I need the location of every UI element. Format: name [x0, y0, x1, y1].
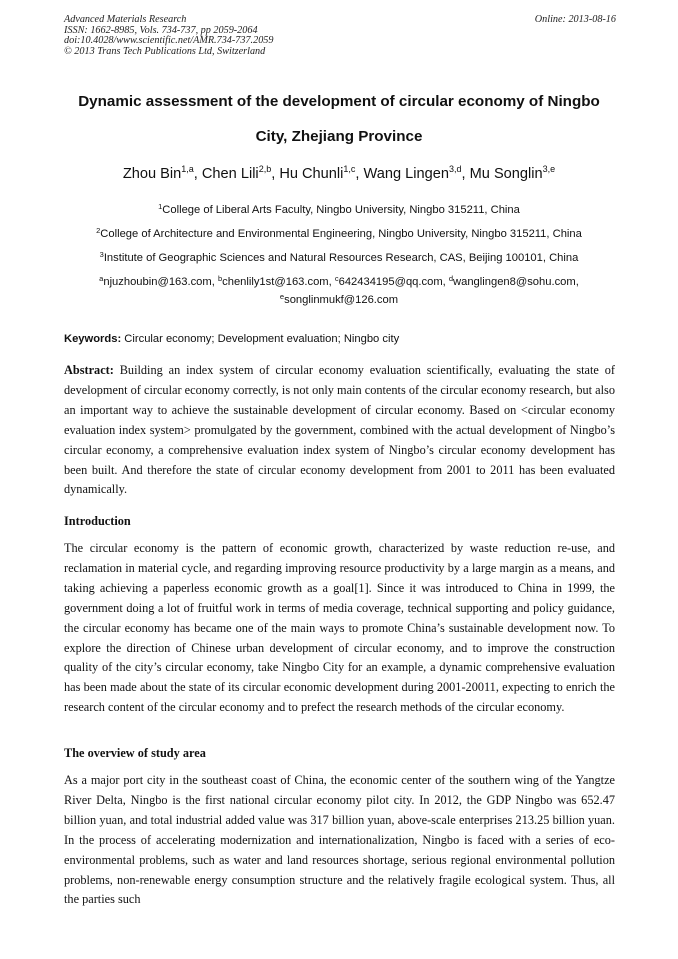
email-link[interactable]: $^c$642434195@qq.com,	[334, 274, 449, 288]
email-list	[20, 276, 658, 288]
email-link[interactable]: $^e$songlinmukf@126.com	[279, 292, 399, 306]
paper-title-line-1: Dynamic assessment of the development of circular economy of Ningbo	[78, 93, 600, 110]
affiliation-1: $^1$College of Liberal Arts Faculty, Ningbo University, Ningbo 315211, China	[158, 202, 520, 216]
affiliation-2: $^2$College of Architecture and Environmental Engineering, Ningbo University, Ningbo 315211, China	[96, 226, 582, 240]
doi-line: doi:10.4028/www.scientific.net/AMR.734-737.2059	[64, 35, 274, 47]
email-link[interactable]: $^a$njuzhoubin@163.com,	[99, 274, 218, 288]
author: Zhou Bin$^{1,a}$,	[122, 164, 202, 182]
abstract-label: Abstract:	[64, 363, 114, 377]
author: Wang Lingen$^{3,d}$,	[363, 164, 470, 182]
email-list-continued	[20, 294, 658, 306]
keywords-text: Circular economy; Development evaluation; Ningbo city	[121, 333, 400, 345]
author: Chen Lili$^{2,b}$,	[201, 164, 280, 182]
abstract	[64, 361, 615, 500]
email-link[interactable]: $^b$chenlily1st@163.com,	[217, 274, 335, 288]
introduction-paragraph: The circular economy is the pattern of economic growth, characterized by waste reduction re-use, and reclamation in material cycle, and regarding improving resource productivity by a large margin as a means, and taking achieving a paperless economic growth as a goal[1]. Since it was introduced to China in 1999, the government doing a lot of fruitful work in terms of media coverage, technical supporting and policy guidance, the circular economy has became one of the main ways to promote China’s sustainable development now. To explore the direction of Chinese urban development of circular economy, and to improve the construction quality of the city’s circular economy, take Ningbo City for an example, a dynamic comprehensive evaluation has been made about the state of its circular economic development during 2001-20011, expecting to enrich the research content of the circular economy and to prefect the research methods of the circular economy.	[64, 541, 615, 715]
journal-header	[64, 15, 616, 57]
overview-paragraph: As a major port city in the southeast coast of China, the economic center of the southern wing of the Yangtze River Delta, Ningbo is the first national circular economy pilot city. In 2012, the GDP Ningbo was 652.47 billion yuan, and total industrial added value was 317 billion yuan, above-scale enterprises 213.25 billion yuan. In the process of accelerating modernization and internationalization, Ningbo is faced with a series of eco-environmental problems, such as water and land resources shortage, serious regional environmental pollution problems, non-renewable energy consumption structure and the relatively fragile ecological system. Thus, all the parties such	[64, 773, 615, 907]
overview-heading: The overview of study area	[64, 746, 206, 760]
online-date: Online: 2013-08-16	[534, 14, 616, 25]
keywords	[64, 333, 399, 345]
copyright-line: © 2013 Trans Tech Publications Ltd, Switzerland	[64, 45, 266, 57]
affiliation-3: $^3$Institute of Geographic Sciences and Natural Resources Research, CAS, Beijing 100101, China	[99, 250, 579, 264]
author: Hu Chunli$^{1,c}$,	[279, 164, 364, 182]
keywords-label: Keywords:	[64, 333, 122, 345]
author-list	[30, 166, 648, 182]
author: Mu Songlin$^{3,e}$	[469, 164, 556, 182]
issn-line: ISSN: 1662-8985, Vols. 734-737, pp 2059-2064	[64, 24, 258, 36]
abstract-text: Building an index system of circular economy evaluation scientifically, evaluating the state of development of circular economy correctly, is not only main contents of the circular economy research, but also an important way to achieve the sustainable development of circular economy. Based on <circular economy evaluation index system> promulgated by the government, combined with the actual development of Ningbo’s circular economy, a comprehensive evaluation index system of Ningbo’s circular economy development has been built. And therefore the state of circular economy development from 2001 to 2011 has been evaluated dynamically.	[64, 363, 615, 497]
paper-title-line-2: City, Zhejiang Province	[255, 128, 423, 145]
introduction-heading: Introduction	[64, 514, 131, 528]
journal-name: Advanced Materials Research	[64, 14, 187, 25]
email-link[interactable]: $^d$wanglingen8@sohu.com,	[448, 274, 579, 288]
